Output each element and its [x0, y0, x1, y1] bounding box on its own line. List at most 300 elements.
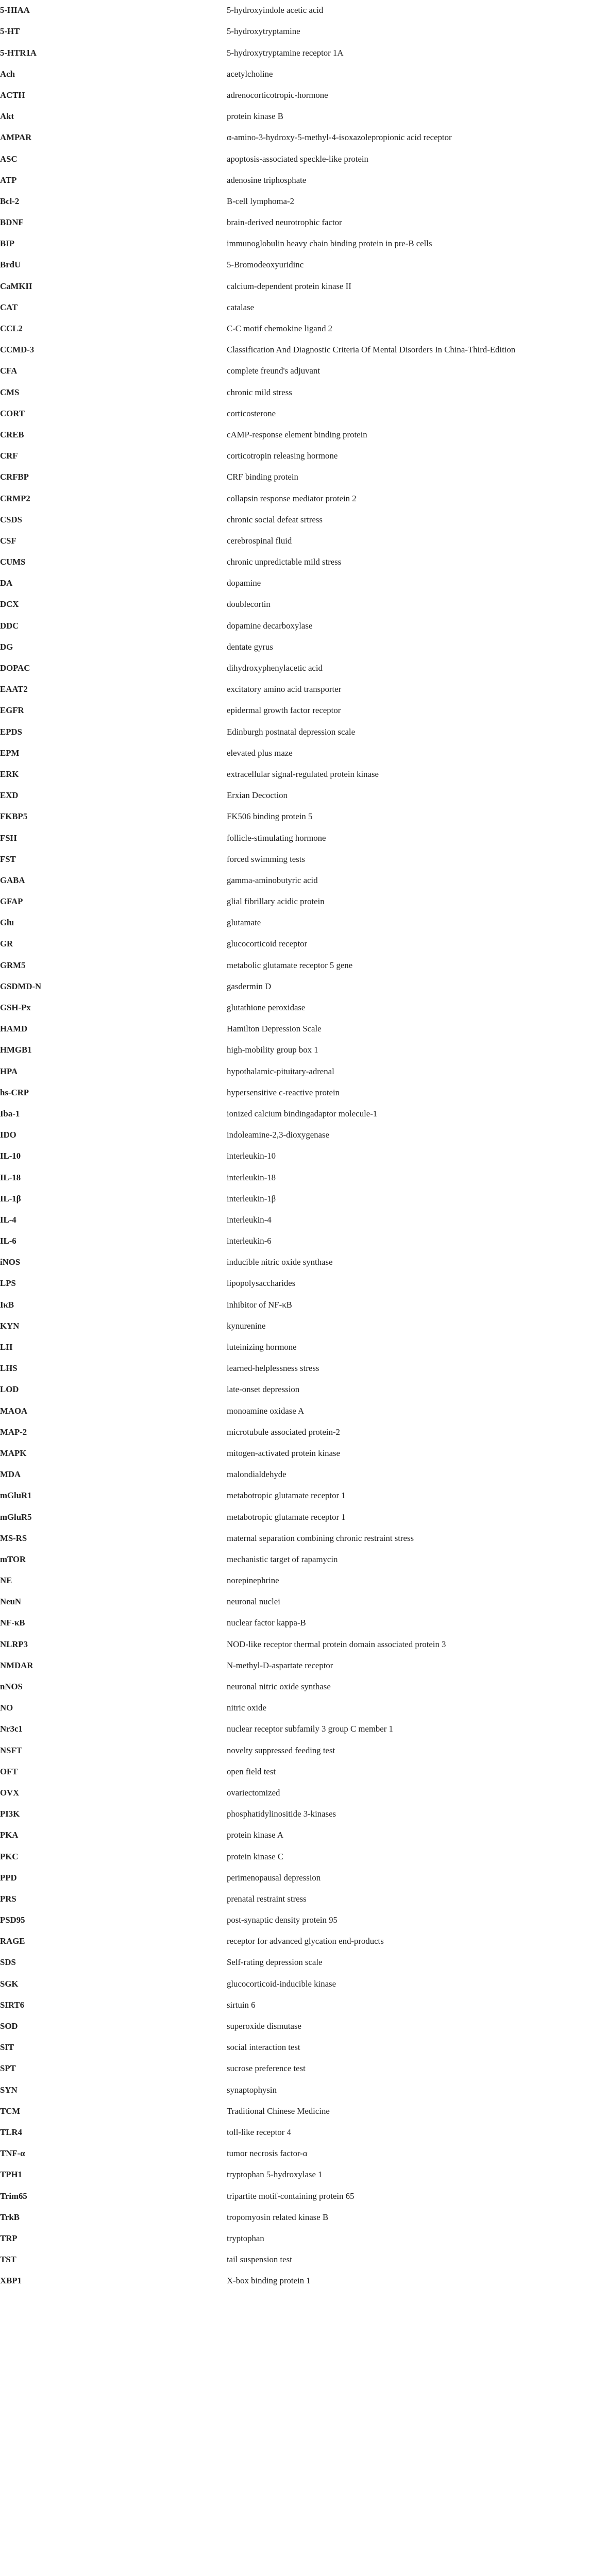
- abbreviation-term: SOD: [0, 2021, 18, 2031]
- abbreviation-term: TNF-α: [0, 2148, 25, 2159]
- abbreviation-row: [0, 2079, 590, 2100]
- abbreviation-definition: lipopolysaccharides: [227, 1278, 296, 1289]
- abbreviation-definition: catalase: [227, 302, 255, 312]
- abbreviation-definition: norepinephrine: [227, 1575, 279, 1586]
- abbreviation-row: [0, 1443, 590, 1464]
- abbreviation-row: [0, 1761, 590, 1783]
- abbreviation-term: SYN: [0, 2084, 18, 2095]
- abbreviation-row: [0, 1167, 590, 1188]
- abbreviation-definition: acetylcholine: [227, 69, 273, 79]
- abbreviation-row: [0, 361, 590, 382]
- abbreviation-definition: tropomyosin related kinase B: [227, 2212, 329, 2222]
- abbreviation-term: CSF: [0, 535, 16, 546]
- abbreviation-definition: tryptophan 5-hydroxylase 1: [227, 2170, 323, 2180]
- abbreviation-term: ACTH: [0, 90, 25, 100]
- abbreviation-term: mTOR: [0, 1554, 26, 1564]
- abbreviation-term: NE: [0, 1575, 12, 1586]
- abbreviation-row: [0, 615, 590, 636]
- abbreviation-row: [0, 1189, 590, 1210]
- abbreviation-row: [0, 1910, 590, 1931]
- abbreviation-term: CaMKII: [0, 281, 32, 291]
- abbreviation-row: [0, 2164, 590, 2185]
- abbreviation-row: [0, 1931, 590, 1952]
- abbreviation-definition: extracellular signal-regulated protein kinase: [227, 769, 379, 779]
- abbreviation-row: [0, 849, 590, 870]
- abbreviation-definition: excitatory amino acid transporter: [227, 684, 342, 694]
- abbreviation-definition: follicle-stimulating hormone: [227, 833, 326, 843]
- abbreviation-definition: glutathione peroxidase: [227, 1003, 306, 1012]
- abbreviation-row: [0, 2270, 590, 2292]
- abbreviation-term: CSDS: [0, 514, 22, 524]
- abbreviation-row: [0, 1825, 590, 1846]
- abbreviation-term: PKA: [0, 1830, 19, 1840]
- abbreviation-definition: Erxian Decoction: [227, 790, 288, 801]
- abbreviation-term: BrdU: [0, 260, 21, 270]
- abbreviation-definition: malondialdehyde: [227, 1469, 286, 1480]
- abbreviation-row: [0, 1082, 590, 1104]
- abbreviation-row: [0, 1783, 590, 1804]
- abbreviation-term: GSDMD-N: [0, 981, 42, 991]
- abbreviation-term: GABA: [0, 875, 25, 885]
- abbreviation-row: [0, 785, 590, 806]
- abbreviation-row: [0, 700, 590, 721]
- abbreviation-row: [0, 764, 590, 785]
- abbreviation-row: [0, 976, 590, 997]
- abbreviation-term: GRM5: [0, 960, 26, 970]
- abbreviation-term: CMS: [0, 387, 20, 397]
- abbreviation-row: [0, 912, 590, 934]
- abbreviation-definition: interleukin-4: [227, 1214, 272, 1225]
- abbreviation-definition: adrenocorticotropic-hormone: [227, 90, 328, 100]
- abbreviation-definition: protein kinase A: [227, 1830, 283, 1840]
- abbreviation-row: [0, 255, 590, 276]
- abbreviation-row: [0, 85, 590, 106]
- abbreviation-row: [0, 1804, 590, 1825]
- abbreviation-definition: tail suspension test: [227, 2255, 292, 2265]
- abbreviation-term: DDC: [0, 620, 19, 631]
- abbreviation-row: [0, 1337, 590, 1358]
- abbreviation-term: IL-1β: [0, 1193, 21, 1204]
- abbreviation-row: [0, 806, 590, 827]
- abbreviation-row: [0, 21, 590, 42]
- abbreviation-definition: N-methyl-D-aspartate receptor: [227, 1660, 333, 1670]
- abbreviation-definition: gamma-aminobutyric acid: [227, 875, 318, 885]
- abbreviation-definition: synaptophysin: [227, 2084, 277, 2095]
- abbreviation-row: [0, 1210, 590, 1231]
- abbreviation-term: DA: [0, 578, 13, 588]
- abbreviation-term: MDA: [0, 1469, 21, 1480]
- abbreviation-definition: 5-hydroxyindole acetic acid: [227, 5, 324, 15]
- abbreviation-definition: Traditional Chinese Medicine: [227, 2106, 330, 2116]
- abbreviation-term: SIRT6: [0, 1999, 24, 2010]
- abbreviation-definition: sucrose preference test: [227, 2063, 306, 2074]
- abbreviation-term: NO: [0, 1703, 13, 1713]
- abbreviation-term: MS-RS: [0, 1533, 27, 1543]
- abbreviation-row: [0, 552, 590, 573]
- abbreviation-definition: interleukin-6: [227, 1236, 272, 1246]
- abbreviation-definition: tumor necrosis factor-α: [227, 2148, 308, 2159]
- abbreviation-term: PSD95: [0, 1915, 25, 1925]
- abbreviation-term: Ach: [0, 69, 15, 79]
- abbreviation-row: [0, 1868, 590, 1889]
- abbreviation-term: MAPK: [0, 1448, 27, 1458]
- abbreviation-definition: metabolic glutamate receptor 5 gene: [227, 960, 353, 970]
- abbreviation-term: OFT: [0, 1766, 18, 1776]
- abbreviation-definition: C-C motif chemokine ligand 2: [227, 324, 333, 333]
- abbreviation-term: 5-HIAA: [0, 5, 30, 15]
- abbreviation-row: [0, 1273, 590, 1294]
- abbreviation-definition: glial fibrillary acidic protein: [227, 896, 325, 907]
- abbreviation-term: MAP-2: [0, 1427, 27, 1437]
- abbreviation-definition: nitric oxide: [227, 1703, 266, 1713]
- abbreviation-term: TRP: [0, 2233, 18, 2243]
- abbreviation-definition: perimenopausal depression: [227, 1872, 321, 1883]
- abbreviation-term: CCMD-3: [0, 345, 35, 355]
- abbreviation-row: [0, 1040, 590, 1061]
- abbreviation-term: XBP1: [0, 2276, 22, 2286]
- abbreviation-row: [0, 1889, 590, 1910]
- abbreviation-row: [0, 1740, 590, 1761]
- abbreviation-definition: chronic social defeat srtress: [227, 514, 323, 524]
- abbreviation-term: NSFT: [0, 1745, 22, 1755]
- abbreviation-row: [0, 1464, 590, 1485]
- abbreviation-row: [0, 170, 590, 191]
- abbreviation-term: BDNF: [0, 217, 24, 228]
- abbreviation-row: [0, 297, 590, 318]
- abbreviation-term: PPD: [0, 1872, 17, 1883]
- abbreviation-term: Akt: [0, 111, 14, 122]
- abbreviation-term: HMGB1: [0, 1045, 32, 1055]
- abbreviation-row: [0, 191, 590, 212]
- abbreviation-definition: calcium-dependent protein kinase II: [227, 281, 351, 291]
- abbreviation-definition: 5-hydroxytryptamine: [227, 26, 300, 37]
- abbreviation-definition: kynurenine: [227, 1320, 266, 1331]
- abbreviation-row: [0, 658, 590, 679]
- abbreviation-row: [0, 1146, 590, 1167]
- abbreviation-term: mGluR5: [0, 1512, 32, 1522]
- abbreviation-term: TCM: [0, 2106, 21, 2116]
- abbreviation-definition: hypothalamic-pituitary-adrenal: [227, 1066, 334, 1076]
- abbreviation-row: [0, 2207, 590, 2228]
- abbreviation-row: [0, 1379, 590, 1400]
- abbreviation-row: [0, 2249, 590, 2270]
- abbreviation-row: [0, 488, 590, 509]
- abbreviation-row: [0, 1231, 590, 1252]
- abbreviation-row: [0, 2037, 590, 2058]
- abbreviation-definition: microtubule associated protein-2: [227, 1427, 340, 1437]
- abbreviation-definition: nuclear receptor subfamily 3 group C member 1: [227, 1724, 393, 1734]
- abbreviation-row: [0, 1570, 590, 1591]
- abbreviation-term: EAAT2: [0, 684, 28, 694]
- abbreviation-row: [0, 106, 590, 127]
- abbreviation-term: HPA: [0, 1066, 18, 1076]
- abbreviation-definition: corticosterone: [227, 408, 276, 418]
- abbreviation-term: BIP: [0, 239, 14, 249]
- abbreviation-term: DCX: [0, 599, 19, 609]
- abbreviation-row: [0, 531, 590, 552]
- abbreviation-row: [0, 2228, 590, 2249]
- abbreviation-definition: forced swimming tests: [227, 854, 305, 864]
- abbreviation-definition: X-box binding protein 1: [227, 2276, 311, 2286]
- abbreviation-definition: luteinizing hormone: [227, 1342, 297, 1352]
- abbreviation-row: [0, 1422, 590, 1443]
- abbreviation-term: EPM: [0, 748, 20, 758]
- abbreviation-definition: adenosine triphosphate: [227, 175, 307, 185]
- abbreviation-term: IL-6: [0, 1236, 16, 1246]
- abbreviation-definition: elevated plus maze: [227, 748, 293, 758]
- abbreviation-definition: monoamine oxidase A: [227, 1405, 305, 1416]
- abbreviation-term: NeuN: [0, 1597, 22, 1607]
- abbreviation-row: [0, 1125, 590, 1146]
- abbreviation-term: PKC: [0, 1851, 19, 1861]
- abbreviation-definition: Hamilton Depression Scale: [227, 1024, 322, 1034]
- abbreviation-row: [0, 510, 590, 531]
- abbreviation-definition: inducible nitric oxide synthase: [227, 1257, 333, 1267]
- abbreviation-term: CCL2: [0, 324, 23, 333]
- abbreviation-row: [0, 1019, 590, 1040]
- abbreviation-term: CRFBP: [0, 472, 29, 482]
- abbreviation-row: [0, 2185, 590, 2207]
- abbreviation-definition: neuronal nitric oxide synthase: [227, 1682, 331, 1691]
- abbreviation-row: [0, 1549, 590, 1570]
- abbreviation-row: [0, 2058, 590, 2079]
- abbreviation-term: IL-18: [0, 1172, 21, 1182]
- abbreviation-definition: dentate gyrus: [227, 641, 273, 652]
- abbreviation-term: IDO: [0, 1130, 16, 1140]
- abbreviation-term: NF-κB: [0, 1618, 25, 1628]
- abbreviation-term: SPT: [0, 2063, 16, 2074]
- abbreviation-definition: nuclear factor kappa-B: [227, 1618, 306, 1628]
- abbreviation-definition: FK506 binding protein 5: [227, 811, 313, 822]
- abbreviation-definition: ovariectomized: [227, 1787, 280, 1798]
- abbreviation-row: [0, 467, 590, 488]
- abbreviation-row: [0, 318, 590, 340]
- abbreviation-row: [0, 1528, 590, 1549]
- abbreviation-term: SIT: [0, 2042, 14, 2053]
- abbreviation-term: CRMP2: [0, 493, 30, 503]
- abbreviation-definition: social interaction test: [227, 2042, 300, 2053]
- abbreviation-definition: chronic mild stress: [227, 387, 292, 397]
- abbreviation-term: AMPAR: [0, 132, 32, 143]
- abbreviation-row: [0, 64, 590, 85]
- abbreviation-definition: dihydroxyphenylacetic acid: [227, 663, 323, 673]
- abbreviation-definition: superoxide dismutase: [227, 2021, 301, 2031]
- abbreviation-definition: novelty suppressed feeding test: [227, 1745, 335, 1755]
- abbreviation-term: DOPAC: [0, 663, 30, 673]
- abbreviation-definition: sirtuin 6: [227, 1999, 256, 2010]
- abbreviation-definition: doublecortin: [227, 599, 271, 609]
- abbreviation-definition: toll-like receptor 4: [227, 2127, 291, 2137]
- abbreviation-row: [0, 1634, 590, 1655]
- abbreviation-definition: hypersensitive c-reactive protein: [227, 1087, 340, 1097]
- abbreviation-definition: CRF binding protein: [227, 472, 298, 482]
- abbreviation-definition: apoptosis-associated speckle-like protein: [227, 154, 368, 164]
- abbreviation-term: 5-HTR1A: [0, 47, 37, 58]
- abbreviation-definition: gasdermin D: [227, 981, 272, 991]
- abbreviation-row: [0, 743, 590, 764]
- abbreviation-row: [0, 2143, 590, 2164]
- abbreviation-definition: interleukin-1β: [227, 1193, 276, 1204]
- abbreviation-definition: learned-helplessness stress: [227, 1363, 319, 1374]
- abbreviation-row: [0, 1104, 590, 1125]
- abbreviation-definition: mechanistic target of rapamycin: [227, 1554, 338, 1564]
- abbreviation-row: [0, 679, 590, 700]
- abbreviation-term: hs-CRP: [0, 1087, 29, 1097]
- abbreviation-term: IL-4: [0, 1214, 16, 1225]
- abbreviation-term: LPS: [0, 1278, 16, 1289]
- abbreviation-row: [0, 637, 590, 658]
- abbreviation-term: PI3K: [0, 1809, 20, 1819]
- abbreviation-term: NLRP3: [0, 1639, 28, 1649]
- abbreviation-definition: prenatal restraint stress: [227, 1893, 307, 1904]
- abbreviation-definition: B-cell lymphoma-2: [227, 196, 294, 206]
- abbreviation-definition: protein kinase C: [227, 1851, 283, 1861]
- abbreviation-term: RAGE: [0, 1936, 25, 1946]
- abbreviation-row: [0, 2016, 590, 2037]
- abbreviation-row: [0, 1846, 590, 1867]
- abbreviation-term: KYN: [0, 1320, 20, 1331]
- abbreviation-term: GFAP: [0, 896, 23, 907]
- abbreviation-term: CORT: [0, 408, 25, 418]
- abbreviation-definition: dopamine: [227, 578, 261, 588]
- abbreviation-definition: metabotropic glutamate receptor 1: [227, 1512, 346, 1522]
- abbreviation-row: [0, 1973, 590, 1994]
- abbreviation-definition: metabotropic glutamate receptor 1: [227, 1490, 346, 1501]
- abbreviation-row: [0, 594, 590, 615]
- abbreviation-definition: 5-Bromodeoxyuridinc: [227, 260, 304, 270]
- abbreviation-term: EGFR: [0, 705, 24, 716]
- abbreviation-row: [0, 403, 590, 425]
- abbreviation-definition: glucocorticoid receptor: [227, 939, 308, 949]
- abbreviation-row: [0, 934, 590, 955]
- abbreviation-definition: complete freund's adjuvant: [227, 366, 321, 376]
- abbreviation-row: [0, 891, 590, 912]
- abbreviation-row: [0, 1506, 590, 1528]
- abbreviation-term: Iba-1: [0, 1108, 20, 1118]
- abbreviation-row: [0, 1995, 590, 2016]
- abbreviation-definition: glucocorticoid-inducible kinase: [227, 1978, 336, 1989]
- abbreviation-definition: neuronal nuclei: [227, 1597, 280, 1607]
- abbreviation-definition: corticotropin releasing hormone: [227, 451, 338, 461]
- abbreviation-row: [0, 276, 590, 297]
- abbreviation-definition: mitogen-activated protein kinase: [227, 1448, 340, 1458]
- abbreviation-term: FSH: [0, 833, 17, 843]
- abbreviation-term: HAMD: [0, 1024, 28, 1034]
- abbreviation-row: [0, 1400, 590, 1421]
- abbreviation-row: [0, 148, 590, 170]
- abbreviation-row: [0, 870, 590, 891]
- abbreviation-definition: immunoglobulin heavy chain binding protein in pre-B cells: [227, 239, 432, 249]
- abbreviation-row: [0, 1061, 590, 1082]
- abbreviation-term: ATP: [0, 175, 17, 185]
- abbreviation-term: GR: [0, 939, 13, 949]
- abbreviation-term: NMDAR: [0, 1660, 33, 1670]
- abbreviation-definition: open field test: [227, 1766, 276, 1776]
- abbreviation-row: [0, 1676, 590, 1698]
- abbreviation-definition: brain-derived neurotrophic factor: [227, 217, 342, 228]
- abbreviation-row: [0, 2101, 590, 2122]
- abbreviation-row: [0, 1358, 590, 1379]
- abbreviation-row: [0, 1613, 590, 1634]
- abbreviation-term: OVX: [0, 1787, 20, 1798]
- abbreviation-definition: cAMP-response element binding protein: [227, 429, 367, 439]
- abbreviation-term: mGluR1: [0, 1490, 32, 1501]
- abbreviation-row: [0, 955, 590, 976]
- abbreviation-term: CREB: [0, 429, 24, 439]
- abbreviation-definition: interleukin-10: [227, 1151, 276, 1161]
- abbreviation-definition: high-mobility group box 1: [227, 1045, 318, 1055]
- abbreviation-definition: Classification And Diagnostic Criteria Of Mental Disorders In China-Third-Edition: [227, 345, 516, 355]
- abbreviation-definition: maternal separation combining chronic restraint stress: [227, 1533, 414, 1543]
- abbreviation-definition: late-onset depression: [227, 1384, 300, 1395]
- abbreviation-term: IL-10: [0, 1151, 21, 1161]
- abbreviation-definition: protein kinase B: [227, 111, 283, 122]
- abbreviation-definition: inhibitor of NF-κB: [227, 1299, 292, 1310]
- abbreviation-term: Trim65: [0, 2191, 27, 2201]
- abbreviation-row: [0, 1719, 590, 1740]
- abbreviation-definition: glutamate: [227, 918, 261, 928]
- abbreviation-definition: 5-hydroxytryptamine receptor 1A: [227, 47, 344, 58]
- abbreviation-term: EXD: [0, 790, 19, 801]
- abbreviation-row: [0, 2122, 590, 2143]
- abbreviation-term: iNOS: [0, 1257, 21, 1267]
- abbreviation-term: IκB: [0, 1299, 14, 1310]
- abbreviation-term: DG: [0, 641, 13, 652]
- abbreviation-term: LOD: [0, 1384, 19, 1395]
- abbreviation-definition: Self-rating depression scale: [227, 1957, 323, 1968]
- abbreviation-row: [0, 382, 590, 403]
- abbreviation-row: [0, 1698, 590, 1719]
- abbreviation-row: [0, 42, 590, 63]
- abbreviation-term: Glu: [0, 918, 14, 928]
- abbreviation-row: [0, 340, 590, 361]
- abbreviation-term: LH: [0, 1342, 13, 1352]
- abbreviation-row: [0, 827, 590, 849]
- abbreviation-term: CRF: [0, 451, 18, 461]
- abbreviation-term: SGK: [0, 1978, 19, 1989]
- abbreviation-row: [0, 425, 590, 446]
- abbreviation-term: EPDS: [0, 726, 22, 737]
- abbreviation-definition: dopamine decarboxylase: [227, 620, 313, 631]
- abbreviation-definition: cerebrospinal fluid: [227, 535, 292, 546]
- abbreviation-row: [0, 0, 590, 21]
- abbreviation-row: [0, 233, 590, 255]
- abbreviation-term: LHS: [0, 1363, 18, 1374]
- abbreviation-definition: NOD-like receptor thermal protein domain associated protein 3: [227, 1639, 446, 1649]
- abbreviation-term: TLR4: [0, 2127, 22, 2137]
- abbreviation-row: [0, 212, 590, 233]
- abbreviation-term: CAT: [0, 302, 18, 312]
- abbreviation-row: [0, 1485, 590, 1506]
- abbreviation-definition: indoleamine-2,3-dioxygenase: [227, 1130, 329, 1140]
- abbreviation-row: [0, 573, 590, 594]
- abbreviation-row: [0, 721, 590, 742]
- abbreviation-term: Bcl-2: [0, 196, 20, 206]
- abbreviation-row: [0, 127, 590, 148]
- abbreviation-term: ERK: [0, 769, 19, 779]
- abbreviation-term: Nr3c1: [0, 1724, 23, 1734]
- abbreviation-definition: chronic unpredictable mild stress: [227, 557, 342, 567]
- abbreviation-term: FKBP5: [0, 811, 28, 822]
- abbreviation-definition: receptor for advanced glycation end-products: [227, 1936, 384, 1946]
- abbreviation-term: TrkB: [0, 2212, 20, 2222]
- abbreviation-definition: α-amino-3-hydroxy-5-methyl-4-isoxazolepropionic acid receptor: [227, 132, 452, 143]
- abbreviation-definition: ionized calcium bindingadaptor molecule-1: [227, 1108, 378, 1118]
- abbreviation-term: ASC: [0, 154, 18, 164]
- abbreviation-definition: Edinburgh postnatal depression scale: [227, 726, 356, 737]
- abbreviation-row: [0, 1294, 590, 1315]
- abbreviation-definition: interleukin-18: [227, 1172, 276, 1182]
